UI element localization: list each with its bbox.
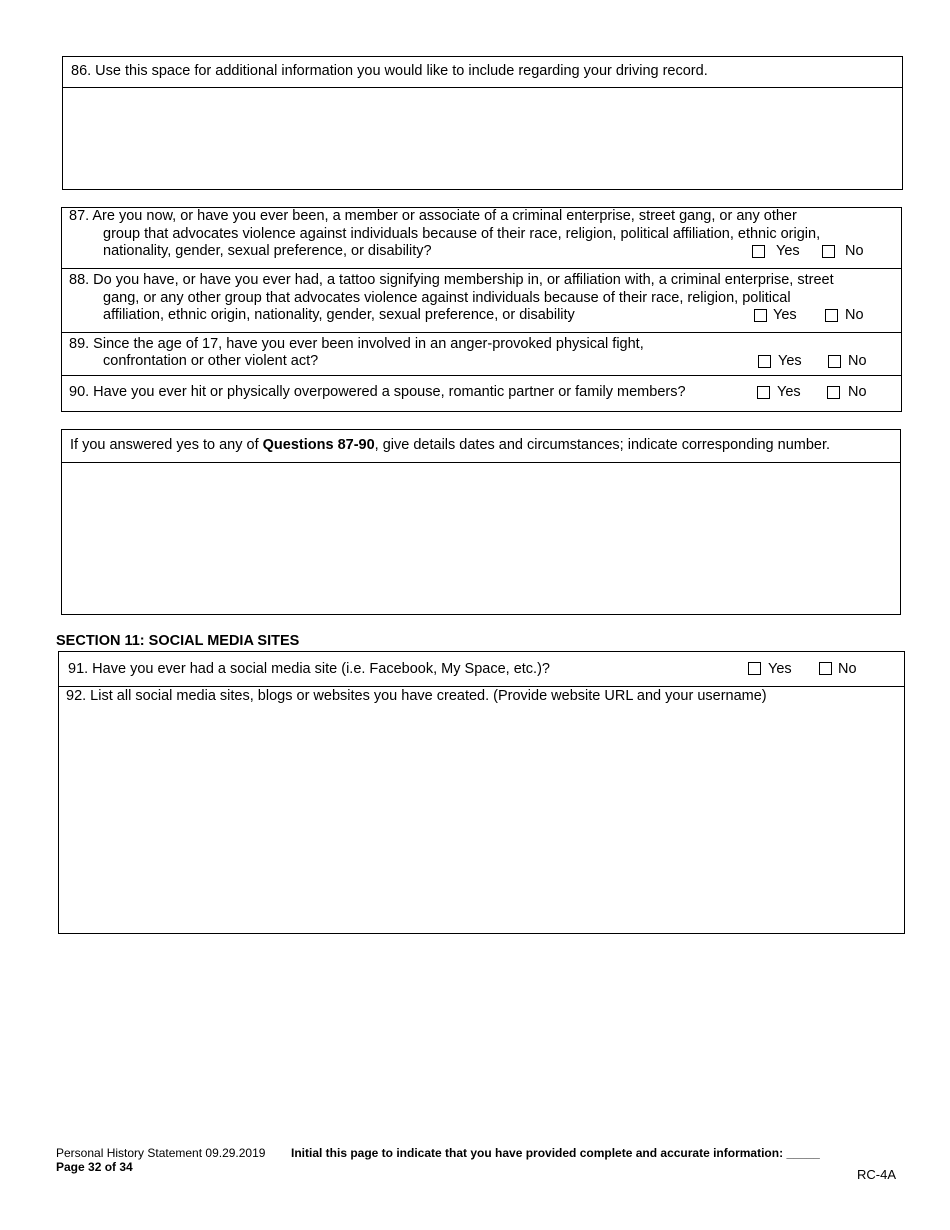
q92-question: 92. List all social media sites, blogs or websites you have created. (Provide website URL and your username): [66, 688, 767, 704]
q90-no-label: No: [848, 384, 867, 400]
q88-yes-checkbox[interactable]: [754, 309, 767, 322]
details-answer-area[interactable]: [62, 463, 900, 614]
footer-initial-text: Initial this page to indicate that you have provided complete and accurate information:: [291, 1146, 784, 1160]
details-bold: Questions 87-90: [262, 437, 375, 453]
q90-yes-label: Yes: [777, 384, 801, 400]
footer-initial-blank[interactable]: _____: [786, 1146, 820, 1160]
q91-no-label: No: [838, 661, 857, 677]
q91-divider: [58, 686, 905, 687]
q86-answer-area[interactable]: [63, 88, 902, 189]
q88-line2: gang, or any other group that advocates violence against individuals because of their race, religion, political: [103, 290, 791, 306]
details-prefix: If you answered yes to any of: [70, 437, 263, 453]
q89-line1: 89. Since the age of 17, have you ever been involved in an anger-provoked physical fight,: [69, 336, 644, 352]
q87-line2: group that advocates violence against individuals because of their race, religion, political affiliation, ethnic origin,: [103, 226, 821, 242]
q91-yes-checkbox[interactable]: [748, 662, 761, 675]
q91-question: 91. Have you ever had a social media site (i.e. Facebook, My Space, etc.)?: [68, 661, 550, 677]
q89-yes-label: Yes: [778, 353, 802, 369]
footer-doc-title: Personal History Statement 09.29.2019: [56, 1146, 266, 1160]
details-instruction: [70, 437, 830, 453]
q89-divider: [61, 375, 902, 376]
q91-yes-label: Yes: [768, 661, 792, 677]
q86-question: 86. Use this space for additional information you would like to include regarding your driving record.: [71, 63, 708, 79]
q88-line1: 88. Do you have, or have you ever had, a tattoo signifying membership in, or affiliation with, a criminal enterprise, street: [69, 272, 834, 288]
q88-yes-label: Yes: [773, 307, 797, 323]
footer-initial-instruction: [291, 1146, 820, 1160]
q87-line3: nationality, gender, sexual preference, or disability?: [103, 243, 432, 259]
q88-no-label: No: [845, 307, 864, 323]
q87-divider: [61, 268, 902, 269]
q92-answer-area[interactable]: [59, 708, 904, 933]
q90-no-checkbox[interactable]: [827, 386, 840, 399]
details-suffix: , give details dates and circumstances; indicate corresponding number.: [374, 437, 831, 453]
q88-line3: affiliation, ethnic origin, nationality, gender, sexual preference, or disability: [103, 307, 575, 323]
footer-form-code: RC-4A: [857, 1167, 897, 1182]
q87-line1: 87. Are you now, or have you ever been, a member or associate of a criminal enterprise, street gang, or any other: [69, 208, 797, 224]
q87-yes-checkbox[interactable]: [752, 245, 765, 258]
q88-divider: [61, 332, 902, 333]
q87-no-label: No: [845, 243, 864, 259]
q89-yes-checkbox[interactable]: [758, 355, 771, 368]
q90-yes-checkbox[interactable]: [757, 386, 770, 399]
q91-no-checkbox[interactable]: [819, 662, 832, 675]
q89-line2: confrontation or other violent act?: [103, 353, 319, 369]
footer-page-number: Page 32 of 34: [56, 1160, 133, 1174]
section11-title: SECTION 11: SOCIAL MEDIA SITES: [56, 633, 300, 649]
q88-no-checkbox[interactable]: [825, 309, 838, 322]
q87-no-checkbox[interactable]: [822, 245, 835, 258]
q89-no-checkbox[interactable]: [828, 355, 841, 368]
q87-yes-label: Yes: [776, 243, 800, 259]
q89-no-label: No: [848, 353, 867, 369]
q90-question: 90. Have you ever hit or physically overpowered a spouse, romantic partner or family members?: [69, 384, 686, 400]
